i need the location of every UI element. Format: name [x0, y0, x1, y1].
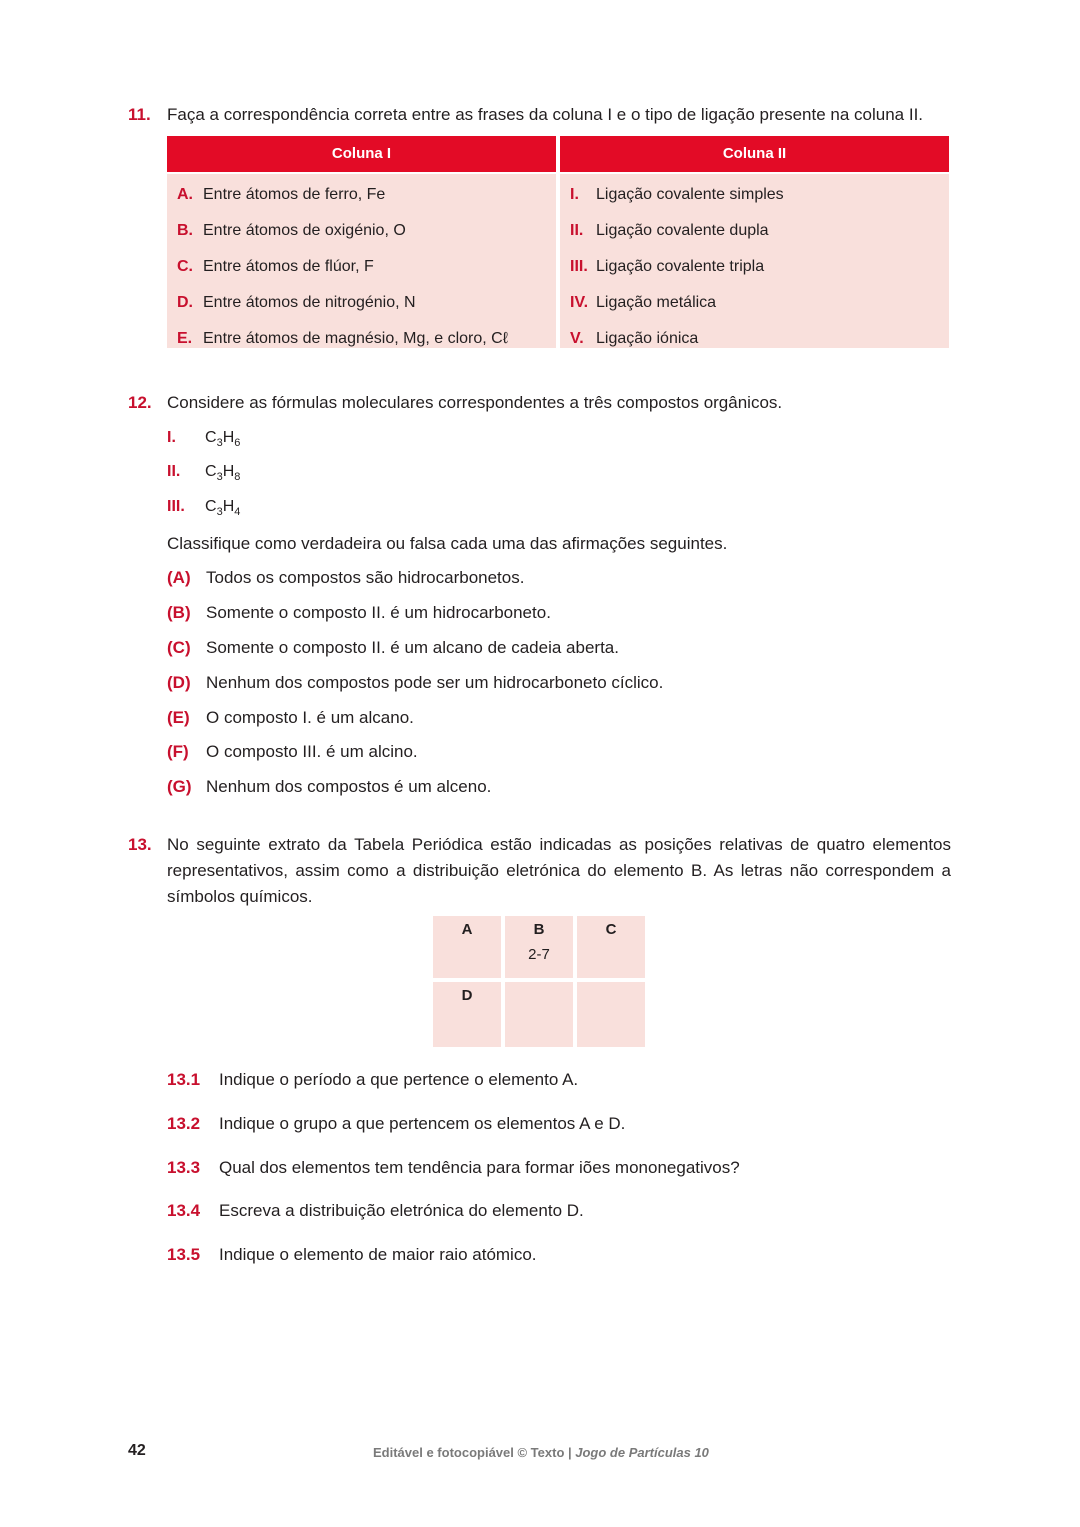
page-number: 42 — [128, 1442, 146, 1459]
row-text: Entre átomos de oxigénio, O — [203, 222, 406, 239]
question-text: Considere as fórmulas moleculares correspondentes a três compostos orgânicos. — [167, 393, 783, 412]
row-label: II. — [570, 222, 584, 239]
statement-text: O composto III. é um alcino. — [206, 742, 418, 761]
table-row — [167, 252, 556, 288]
electron-config: 2-7 — [528, 946, 550, 963]
statement-item — [167, 638, 619, 658]
statement-text: Todos os compostos são hidrocarbonetos. — [206, 568, 525, 587]
statement-label: (G) — [167, 777, 192, 796]
row-label: B. — [177, 222, 193, 239]
subquestion-label: 13.5 — [167, 1245, 201, 1264]
subquestion-item — [167, 1201, 584, 1221]
column-2 — [560, 136, 949, 348]
formula-label: III. — [167, 498, 185, 515]
row-text: Entre átomos de magnésio, Mg, e cloro, Cℓ — [203, 330, 508, 347]
formula-subscript: 3 — [216, 437, 223, 450]
statement-label: (C) — [167, 638, 191, 657]
row-text: Ligação covalente dupla — [596, 222, 769, 239]
subquestion-text: Indique o elemento de maior raio atómico. — [219, 1245, 537, 1264]
subquestion-item — [167, 1070, 578, 1090]
statement-text: Somente o composto II. é um hidrocarboneto. — [206, 603, 551, 622]
statement-item — [167, 603, 551, 623]
statement-text: Somente o composto II. é um alcano de cadeia aberta. — [206, 638, 619, 657]
column-header: Coluna I — [167, 136, 556, 172]
subquestion-label: 13.3 — [167, 1158, 201, 1177]
subquestion-text: Indique o período a que pertence o elemento A. — [219, 1070, 579, 1089]
table-row — [560, 180, 949, 216]
statement-label: (F) — [167, 742, 189, 761]
formula-element: C — [205, 429, 217, 446]
row-text: Ligação iónica — [596, 330, 699, 347]
element-symbol: A — [461, 921, 473, 938]
question-text: Faça a correspondência correta entre as frases da coluna I e o tipo de ligação presente na coluna II. — [167, 105, 924, 124]
formula-element: H — [222, 498, 235, 515]
formula-subscript: 4 — [234, 506, 241, 519]
subquestion-label: 13.2 — [167, 1114, 201, 1133]
formula-subscript: 3 — [216, 506, 223, 519]
formula-item — [167, 429, 240, 449]
element-cell-a — [433, 916, 501, 978]
element-cell-empty — [505, 982, 573, 1047]
element-cell-empty — [577, 982, 645, 1047]
statement-item — [167, 568, 524, 588]
element-cell-d — [433, 982, 501, 1047]
periodic-table-extract — [433, 916, 645, 1047]
subquestion-text: Escreva a distribuição eletrónica do elemento D. — [219, 1201, 584, 1220]
table-row — [560, 288, 949, 324]
row-text: Ligação covalente tripla — [596, 258, 765, 275]
element-symbol: C — [605, 921, 617, 938]
table-row — [560, 324, 949, 360]
row-text: Entre átomos de nitrogénio, N — [203, 294, 416, 311]
table-row — [167, 216, 556, 252]
element-symbol: D — [461, 987, 473, 1004]
question-text: No seguinte extrato da Tabela Periódica estão indicadas as posições relativas de quatro elementos representativos, assim como a distribuição eletrónica do elemento B. As letras não correspondem a símbolos químicos. — [167, 835, 951, 906]
footer-copyright — [373, 1445, 709, 1460]
statement-item — [167, 673, 663, 693]
table-row — [560, 216, 949, 252]
question-number: 13. — [128, 835, 152, 854]
formula-subscript: 6 — [234, 437, 241, 450]
formula-item — [167, 498, 240, 518]
statement-label: (D) — [167, 673, 191, 692]
element-symbol: B — [533, 921, 545, 938]
row-label: IV. — [570, 294, 589, 311]
column-1 — [167, 136, 556, 348]
table-row — [167, 324, 556, 360]
row-text: Ligação covalente simples — [596, 186, 784, 203]
statement-item — [167, 742, 418, 762]
statement-item — [167, 777, 491, 797]
statement-item — [167, 708, 414, 728]
subquestion-item — [167, 1158, 740, 1178]
row-label: A. — [177, 186, 193, 203]
row-label: D. — [177, 294, 193, 311]
matching-table — [167, 136, 949, 348]
row-text: Entre átomos de flúor, F — [203, 258, 374, 275]
formula-label: II. — [167, 463, 181, 480]
row-text: Entre átomos de ferro, Fe — [203, 186, 386, 203]
formula-item — [167, 463, 240, 483]
copyright-text: Editável e fotocopiável © Texto | — [373, 1445, 576, 1460]
table-row — [167, 288, 556, 324]
book-title: Jogo de Partículas 10 — [575, 1445, 709, 1460]
formula-element: H — [222, 429, 235, 446]
row-label: C. — [177, 258, 193, 275]
subquestion-text: Indique o grupo a que pertencem os elementos A e D. — [219, 1114, 626, 1133]
question-number: 12. — [128, 393, 152, 412]
subquestion-label: 13.1 — [167, 1070, 201, 1089]
formula-element: C — [205, 463, 217, 480]
row-label: III. — [570, 258, 588, 275]
formula-label: I. — [167, 429, 176, 446]
column-header: Coluna II — [560, 136, 949, 172]
statement-text: Nenhum dos compostos é um alceno. — [206, 777, 492, 796]
table-row — [167, 180, 556, 216]
row-label: I. — [570, 186, 579, 203]
statement-text: Nenhum dos compostos pode ser um hidrocarboneto cíclico. — [206, 673, 664, 692]
subquestion-item — [167, 1114, 625, 1134]
subquestion-text: Qual dos elementos tem tendência para formar iões mononegativos? — [219, 1158, 740, 1177]
statement-text: O composto I. é um alcano. — [206, 708, 414, 727]
question-number: 11. — [128, 105, 151, 124]
table-row — [560, 252, 949, 288]
formula-element: H — [222, 463, 235, 480]
column-body — [560, 174, 949, 348]
subquestion-item — [167, 1245, 537, 1265]
formula-subscript: 8 — [234, 471, 241, 484]
statement-label: (A) — [167, 568, 191, 587]
element-cell-c — [577, 916, 645, 978]
subquestion-label: 13.4 — [167, 1201, 201, 1220]
element-cell-b — [505, 916, 573, 978]
row-label: V. — [570, 330, 584, 347]
column-body — [167, 174, 556, 348]
row-label: E. — [177, 330, 193, 347]
formula-element: C — [205, 498, 217, 515]
statement-label: (B) — [167, 603, 191, 622]
row-text: Ligação metálica — [596, 294, 717, 311]
formula-subscript: 3 — [216, 471, 223, 484]
statement-label: (E) — [167, 708, 190, 727]
instruction-text: Classifique como verdadeira ou falsa cada uma das afirmações seguintes. — [167, 534, 728, 553]
